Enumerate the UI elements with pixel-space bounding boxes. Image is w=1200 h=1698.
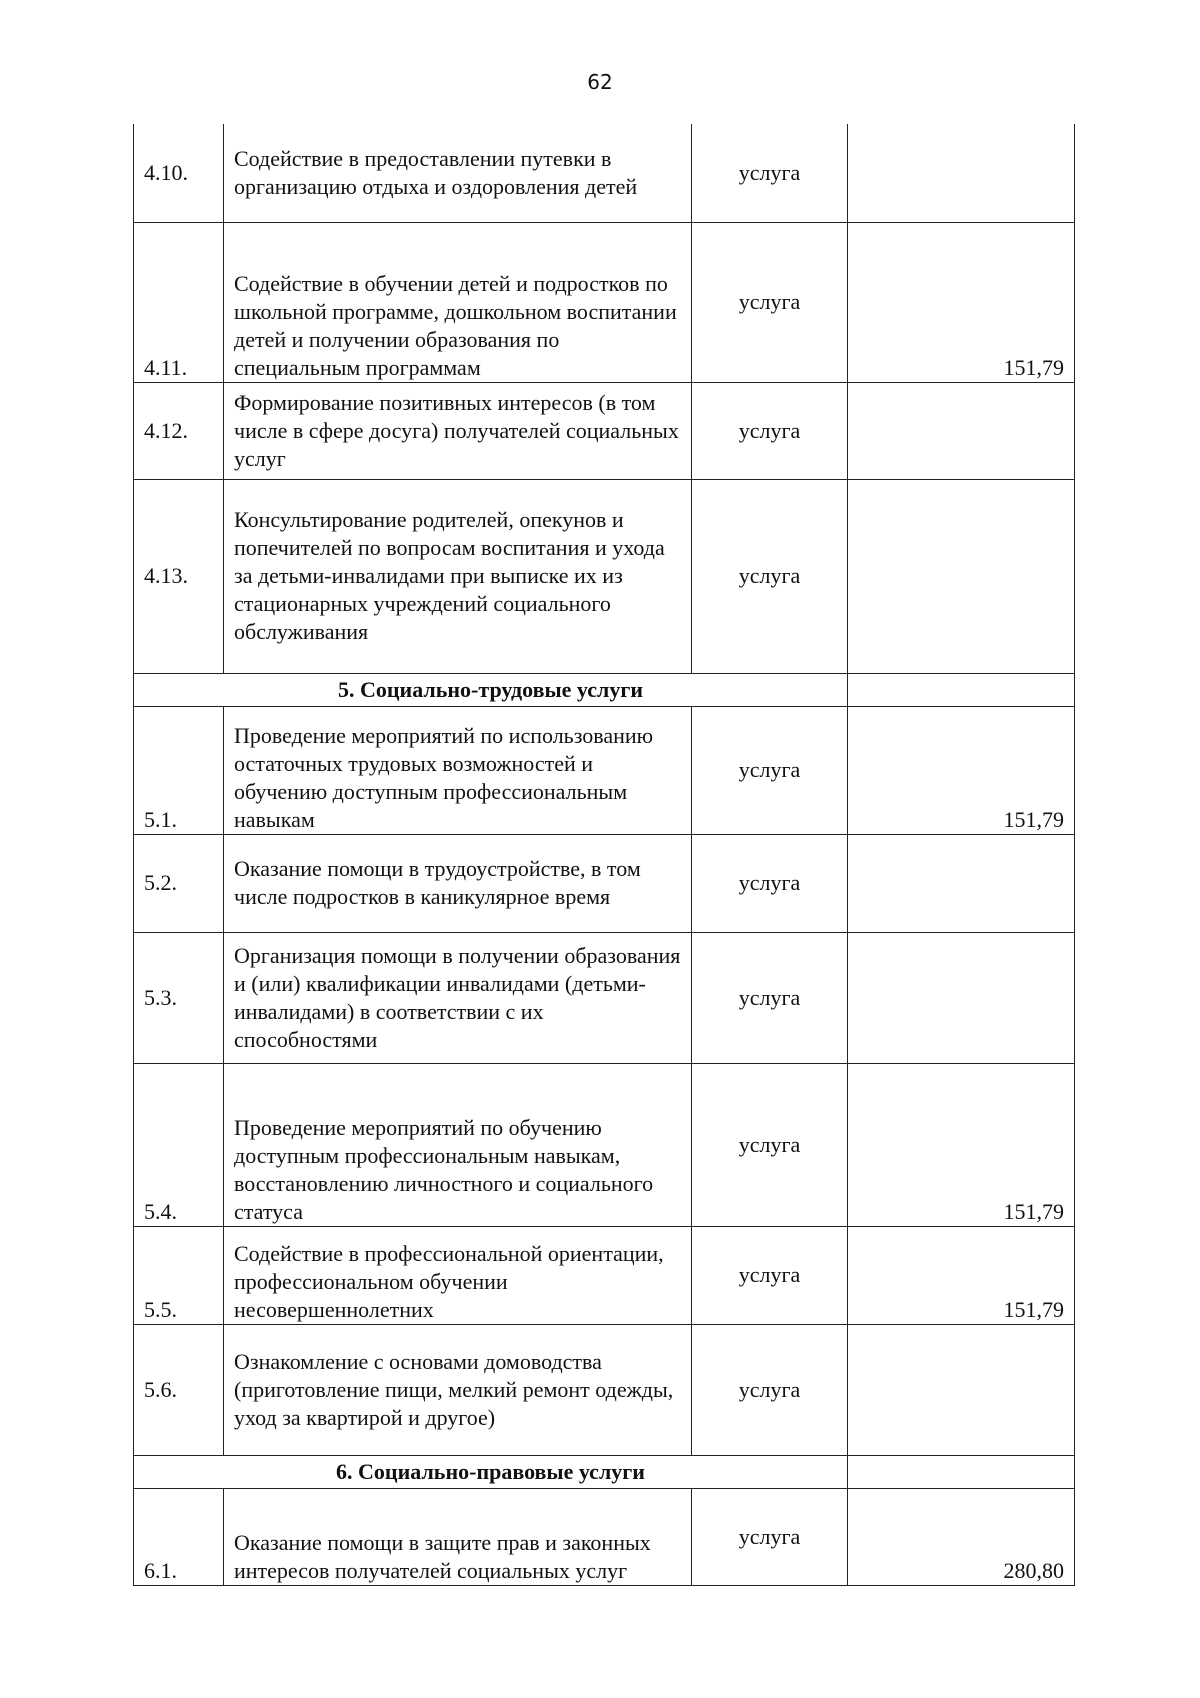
section-heading: 5. Социально-трудовые услуги bbox=[134, 673, 848, 706]
price-cell bbox=[848, 479, 1075, 673]
price-cell: 151,79 bbox=[848, 1226, 1075, 1324]
unit-cell: услуга bbox=[692, 382, 848, 479]
price-cell bbox=[848, 382, 1075, 479]
service-name: Ознакомление с основами домоводства (приготовление пищи, мелкий ремонт одежды, уход за квартирой и другое) bbox=[224, 1324, 692, 1455]
unit-cell: услуга bbox=[692, 932, 848, 1063]
unit-cell: услуга bbox=[692, 1226, 848, 1324]
table-row bbox=[134, 1324, 1075, 1455]
service-name: Формирование позитивных интересов (в том числе в сфере досуга) получателей социальных услуг bbox=[224, 382, 692, 479]
table-row bbox=[134, 932, 1075, 1063]
table-row bbox=[134, 222, 1075, 382]
unit-cell: услуга bbox=[692, 1488, 848, 1585]
unit-cell: услуга bbox=[692, 706, 848, 834]
service-name: Консультирование родителей, опекунов и попечителей по вопросам воспитания и ухода за детьми-инвалидами при выписке их из стационарных учреждений социального обслуживания bbox=[224, 479, 692, 673]
service-name: Содействие в обучении детей и подростков по школьной программе, дошкольном воспитании детей и получении образования по специальным программам bbox=[224, 222, 692, 382]
price-cell: 151,79 bbox=[848, 222, 1075, 382]
service-name: Оказание помощи в трудоустройстве, в том числе подростков в каникулярное время bbox=[224, 834, 692, 932]
section-row bbox=[134, 673, 1075, 706]
row-number: 5.5. bbox=[134, 1226, 224, 1324]
row-number: 5.1. bbox=[134, 706, 224, 834]
row-number: 5.6. bbox=[134, 1324, 224, 1455]
price-cell bbox=[848, 834, 1075, 932]
row-number: 4.11. bbox=[134, 222, 224, 382]
service-name: Содействие в профессиональной ориентации, профессиональном обучении несовершеннолетних bbox=[224, 1226, 692, 1324]
price-cell bbox=[848, 932, 1075, 1063]
price-cell: 151,79 bbox=[848, 1063, 1075, 1226]
unit-cell: услуга bbox=[692, 124, 848, 222]
unit-cell: услуга bbox=[692, 1063, 848, 1226]
row-number: 5.4. bbox=[134, 1063, 224, 1226]
table-row bbox=[134, 382, 1075, 479]
section-heading: 6. Социально-правовые услуги bbox=[134, 1455, 848, 1488]
price-cell: 280,80 bbox=[848, 1488, 1075, 1585]
row-number: 6.1. bbox=[134, 1488, 224, 1585]
section-row bbox=[134, 1455, 1075, 1488]
row-number: 4.12. bbox=[134, 382, 224, 479]
services-table bbox=[133, 124, 1075, 1586]
table-row bbox=[134, 479, 1075, 673]
unit-cell: услуга bbox=[692, 222, 848, 382]
row-number: 5.2. bbox=[134, 834, 224, 932]
price-cell bbox=[848, 124, 1075, 222]
row-number: 4.10. bbox=[134, 124, 224, 222]
page-number: 62 bbox=[587, 70, 613, 94]
table-row bbox=[134, 1226, 1075, 1324]
service-name: Оказание помощи в защите прав и законных интересов получателей социальных услуг bbox=[224, 1488, 692, 1585]
section-empty-cell bbox=[848, 673, 1075, 706]
table-row bbox=[134, 706, 1075, 834]
service-name: Содействие в предоставлении путевки в организацию отдыха и оздоровления детей bbox=[224, 124, 692, 222]
service-name: Организация помощи в получении образования и (или) квалификации инвалидами (детьми-инвалидами) в соответствии с их способностями bbox=[224, 932, 692, 1063]
table-row bbox=[134, 834, 1075, 932]
service-name: Проведение мероприятий по использованию остаточных трудовых возможностей и обучению доступным профессиональным навыкам bbox=[224, 706, 692, 834]
price-cell bbox=[848, 1324, 1075, 1455]
unit-cell: услуга bbox=[692, 834, 848, 932]
price-cell: 151,79 bbox=[848, 706, 1075, 834]
row-number: 5.3. bbox=[134, 932, 224, 1063]
service-name: Проведение мероприятий по обучению доступным профессиональным навыкам, восстановлению личностного и социального статуса bbox=[224, 1063, 692, 1226]
table-row bbox=[134, 1488, 1075, 1585]
table-row bbox=[134, 124, 1075, 222]
row-number: 4.13. bbox=[134, 479, 224, 673]
unit-cell: услуга bbox=[692, 1324, 848, 1455]
section-empty-cell bbox=[848, 1455, 1075, 1488]
unit-cell: услуга bbox=[692, 479, 848, 673]
table-row bbox=[134, 1063, 1075, 1226]
